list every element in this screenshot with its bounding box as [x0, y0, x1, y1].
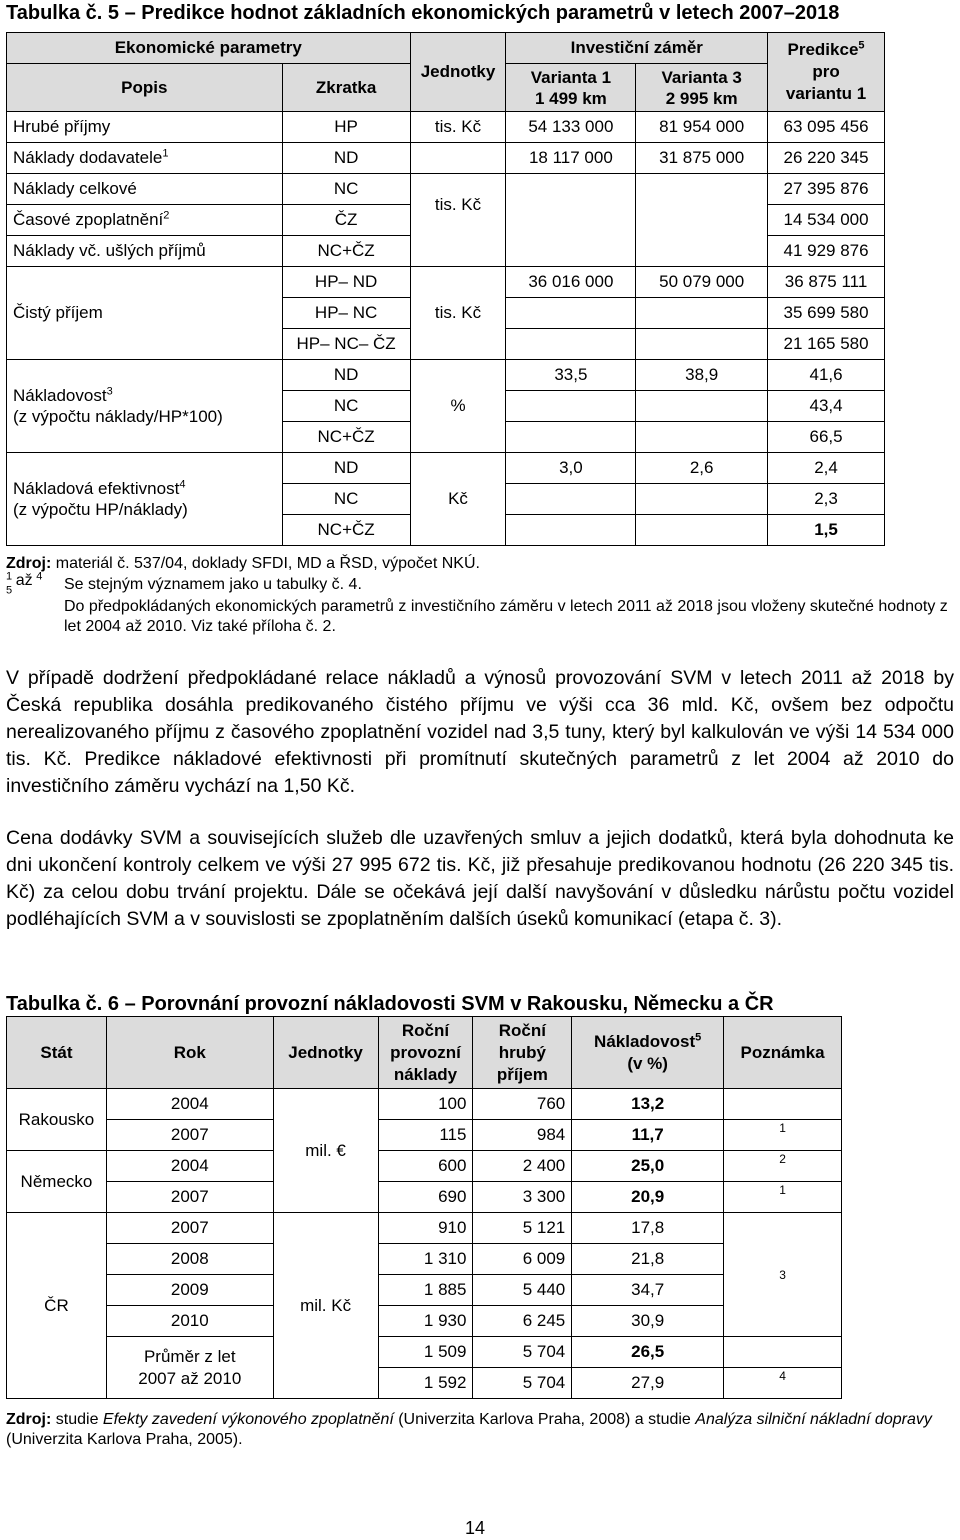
cell-nakladovost: 26,5 [572, 1337, 724, 1368]
cell-zkratka: NC+ČZ [282, 515, 410, 546]
table-row [7, 1089, 842, 1120]
cell-poznamka: 1 [724, 1120, 842, 1151]
cell-predikce: 2,4 [768, 453, 885, 484]
cell-v3 [636, 422, 768, 453]
cell-naklady: 100 [378, 1089, 473, 1120]
table-row [7, 1213, 842, 1244]
cell-rok: 2008 [106, 1244, 273, 1275]
cell-v1: 36 016 000 [506, 267, 636, 298]
table5-footnote-1-4: Se stejným významem jako u tabulky č. 4. [64, 576, 362, 593]
cell-rok: 2004 [106, 1151, 273, 1182]
paragraph-1: V případě dodržení předpokládané relace nákladů a výnosů provozování SVM v letech 2011 až 2018 by Česká republika dosáhla predikovaného čistého příjmu ve výši cca 36 mld. Kč, ovšem bez odpočtu nerealizovaného příjmu z časového zpoplatnění vozidel nad 3,5 tuny, který byl kalkulován ve výši 14 534 000 tis. Kč. Predikce nákladové efektivnosti při promítnutí skutečných parametrů z let 2004 až 2010 do investičního záměru vychází na 1,50 Kč. [6, 667, 954, 797]
cell-nakladovost: 13,2 [572, 1089, 724, 1120]
table-row [7, 453, 885, 484]
paragraph-2: Cena dodávky SVM a souvisejících služeb dle uzavřených smluv a jejich dodatků, která byla dohodnuta ke dni ukončení kontroly celkem ve výši 27 995 672 tis. Kč, již přesahuje predikovanou hodnotu (26 220 345 tis. Kč) za celou dobu trvání projektu. Dále se očekává její další navyšování v důsledku nárůstu počtu vozidel podléhajících SVM a v souvislosti se zpoplatněním dalších úseků komunikací (etapa č. 3). [6, 827, 954, 930]
cell-jednotky: % [410, 360, 506, 453]
table5-source: Zdroj: materiál č. 537/04, doklady SFDI, MD a ŘSD, výpočet NKÚ. [6, 555, 480, 572]
cell-prijem: 5 440 [473, 1275, 572, 1306]
cell-v1 [506, 484, 636, 515]
cell-v3 [636, 484, 768, 515]
cell-rok: 2007 [106, 1182, 273, 1213]
cell-prijem: 3 300 [473, 1182, 572, 1213]
header-rok: Rok [106, 1017, 273, 1089]
cell-predikce: 27 395 876 [768, 174, 885, 205]
table-row [7, 1182, 842, 1213]
cell-zkratka: NC [282, 484, 410, 515]
cell-popis: Nákladovost$^3$ (z výpočtu náklady/HP*100) [7, 360, 283, 453]
cell-v3 [636, 391, 768, 422]
header-stat: Stát [7, 1017, 107, 1089]
cell-poznamka [724, 1337, 842, 1368]
cell-prijem: 5 121 [473, 1213, 572, 1244]
cell-v3: 50 079 000 [636, 267, 768, 298]
cell-v1 [506, 298, 636, 329]
cell-v1 [506, 422, 636, 453]
header-v3: Varianta 3 2 995 km [636, 64, 768, 112]
cell-predikce: 2,3 [768, 484, 885, 515]
cell-naklady: 1 310 [378, 1244, 473, 1275]
cell-v3: 31 875 000 [636, 143, 768, 174]
table-row [7, 1275, 842, 1306]
cell-rok-average: Průměr z let 2007 až 2010 [106, 1337, 273, 1399]
header-zamer: Investiční záměr [506, 33, 768, 64]
cell-popis: Náklady vč. ušlých příjmů [7, 236, 283, 267]
table-row [7, 1151, 842, 1182]
cell-jednotky [410, 143, 506, 174]
cell-predikce: 21 165 580 [768, 329, 885, 360]
cell-zkratka: NC+ČZ [282, 422, 410, 453]
cell-poznamka [724, 1089, 842, 1120]
cell-poznamka: 3 [724, 1213, 842, 1337]
cell-v3 [636, 329, 768, 360]
cell-naklady: 1 885 [378, 1275, 473, 1306]
cell-nakladovost: 34,7 [572, 1275, 724, 1306]
header-popis: Popis [7, 64, 283, 112]
cell-rok: 2004 [106, 1089, 273, 1120]
table5 [6, 32, 885, 546]
cell-predikce: 43,4 [768, 391, 885, 422]
cell-naklady: 1 509 [378, 1337, 473, 1368]
header-provozni-naklady: Roční provozní náklady [378, 1017, 473, 1089]
cell-jednotky: Kč [410, 453, 506, 546]
table-row [7, 1306, 842, 1337]
cell-prijem: 984 [473, 1120, 572, 1151]
cell-predikce: 26 220 345 [768, 143, 885, 174]
cell-popis: Nákladová efektivnost$^4$ (z výpočtu HP/náklady) [7, 453, 283, 546]
cell-naklady: 1 930 [378, 1306, 473, 1337]
cell-nakladovost: 25,0 [572, 1151, 724, 1182]
cell-rok: 2007 [106, 1213, 273, 1244]
cell-predikce: 41 929 876 [768, 236, 885, 267]
cell-nakladovost: 17,8 [572, 1213, 724, 1244]
table5-footnote-5: Do předpokládaných ekonomických parametrů z investičního záměru v letech 2011 až 2018 jsou vloženy skutečné hodnoty z let 2004 až 2010. Viz také příloha č. 2. [64, 598, 948, 635]
table-row [7, 174, 885, 205]
cell-prijem: 6 245 [473, 1306, 572, 1337]
cell-jednotky: tis. Kč [410, 174, 506, 267]
cell-naklady: 600 [378, 1151, 473, 1182]
cell-stat: ČR [7, 1213, 107, 1399]
cell-zkratka: ND [282, 360, 410, 391]
cell-zkratka: ND [282, 453, 410, 484]
cell-v1 [506, 391, 636, 422]
cell-predikce: 63 095 456 [768, 112, 885, 143]
cell-naklady: 115 [378, 1120, 473, 1151]
cell-v3 [636, 298, 768, 329]
cell-nakladovost: 21,8 [572, 1244, 724, 1275]
cell-v1: 33,5 [506, 360, 636, 391]
cell-prijem: 5 704 [473, 1337, 572, 1368]
cell-popis: Čistý příjem [7, 267, 283, 360]
cell-zkratka: HP– NC– ČZ [282, 329, 410, 360]
cell-popis: Náklady celkové [7, 174, 283, 205]
cell-zkratka: ČZ [282, 205, 410, 236]
cell-stat: Německo [7, 1151, 107, 1213]
cell-zkratka: HP– ND [282, 267, 410, 298]
cell-prijem: 5 704 [473, 1368, 572, 1399]
cell-v3 [636, 515, 768, 546]
table-row [7, 1244, 842, 1275]
table-row [7, 1120, 842, 1151]
cell-jednotky: mil. € [273, 1089, 378, 1213]
header-poznamka: Poznámka [724, 1017, 842, 1089]
header-zkratka: Zkratka [282, 64, 410, 112]
cell-nakladovost: 11,7 [572, 1120, 724, 1151]
cell-poznamka: 1 [724, 1182, 842, 1213]
table-row [7, 112, 885, 143]
header-jednotky: Jednotky [273, 1017, 378, 1089]
header-econ: Ekonomické parametry [7, 33, 411, 64]
header-predikce: Predikce$^5$ pro variantu 1 [768, 33, 885, 112]
cell-v1 [506, 174, 636, 267]
cell-zkratka: HP [282, 112, 410, 143]
table-row [7, 143, 885, 174]
cell-jednotky: mil. Kč [273, 1213, 378, 1399]
table5-footnote-marks: $^1$ až $^4$ $^5$ [6, 570, 43, 597]
cell-zkratka: NC [282, 391, 410, 422]
cell-jednotky: tis. Kč [410, 112, 506, 143]
cell-popis: Časové zpoplatnění$^2$ [7, 205, 283, 236]
table6-title: Tabulka č. 6 – Porovnání provozní nákladovosti SVM v Rakousku, Německu a ČR [6, 993, 774, 1015]
header-v1: Varianta 1 1 499 km [506, 64, 636, 112]
header-hruby-prijem: Roční hrubý příjem [473, 1017, 572, 1089]
cell-nakladovost: 20,9 [572, 1182, 724, 1213]
cell-v1 [506, 329, 636, 360]
table-row [7, 267, 885, 298]
cell-zkratka: NC [282, 174, 410, 205]
cell-v3: 2,6 [636, 453, 768, 484]
cell-v3: 81 954 000 [636, 112, 768, 143]
table6 [6, 1016, 842, 1399]
cell-nakladovost: 27,9 [572, 1368, 724, 1399]
cell-predikce: 14 534 000 [768, 205, 885, 236]
cell-v1 [506, 515, 636, 546]
cell-prijem: 760 [473, 1089, 572, 1120]
table-row [7, 1337, 842, 1368]
cell-zkratka: ND [282, 143, 410, 174]
cell-predikce: 35 699 580 [768, 298, 885, 329]
table5-title: Tabulka č. 5 – Predikce hodnot základních ekonomických parametrů v letech 2007–2018 [6, 2, 840, 24]
cell-zkratka: HP– NC [282, 298, 410, 329]
cell-popis: Hrubé příjmy [7, 112, 283, 143]
cell-v1: 54 133 000 [506, 112, 636, 143]
cell-rok: 2009 [106, 1275, 273, 1306]
cell-poznamka: 2 [724, 1151, 842, 1182]
cell-nakladovost: 30,9 [572, 1306, 724, 1337]
cell-jednotky: tis. Kč [410, 267, 506, 360]
cell-naklady: 910 [378, 1213, 473, 1244]
cell-predikce: 36 875 111 [768, 267, 885, 298]
cell-rok: 2010 [106, 1306, 273, 1337]
cell-predikce: 41,6 [768, 360, 885, 391]
cell-v1: 3,0 [506, 453, 636, 484]
cell-predikce: 66,5 [768, 422, 885, 453]
cell-zkratka: NC+ČZ [282, 236, 410, 267]
page-number: 14 [465, 1518, 486, 1538]
cell-rok: 2007 [106, 1120, 273, 1151]
cell-v3 [636, 174, 768, 267]
cell-stat: Rakousko [7, 1089, 107, 1151]
header-nakladovost: Nákladovost$^5$ (v %) [572, 1017, 724, 1089]
cell-naklady: 1 592 [378, 1368, 473, 1399]
cell-predikce: 1,5 [768, 515, 885, 546]
table-row [7, 360, 885, 391]
cell-poznamka: 4 [724, 1368, 842, 1399]
cell-naklady: 690 [378, 1182, 473, 1213]
cell-prijem: 6 009 [473, 1244, 572, 1275]
cell-v1: 18 117 000 [506, 143, 636, 174]
table6-source: Zdroj: studie Efekty zavedení výkonového zpoplatnění (Univerzita Karlova Praha, 2008) a studie Analýza silniční nákladní dopravy (Univerzita Karlova Praha, 2005). [6, 1411, 932, 1448]
cell-popis: Náklady dodavatele$^1$ [7, 143, 283, 174]
cell-v3: 38,9 [636, 360, 768, 391]
header-jednotky: Jednotky [410, 33, 506, 112]
cell-prijem: 2 400 [473, 1151, 572, 1182]
